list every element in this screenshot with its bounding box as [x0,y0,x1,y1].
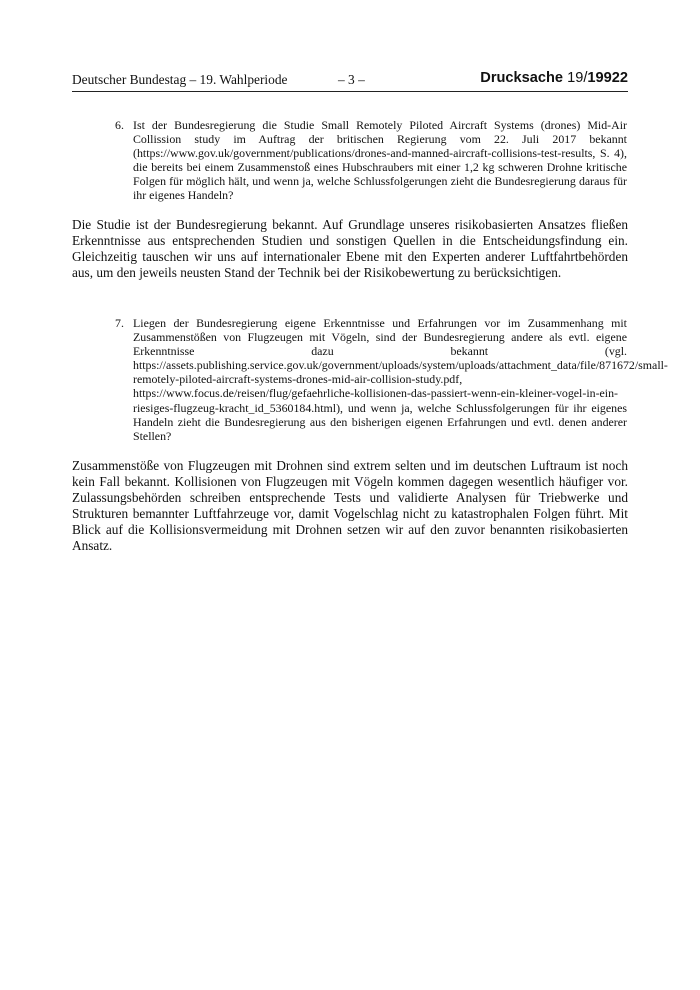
question-text: Liegen der Bundesregierung eigene Erkenntnisse und Erfahrungen vor im Zusammenhang mit Zusammenstößen von Flugzeugen mit Vögeln, sind der Bundesregierung andere als evtl. eigene Erkenntnisse dazu bekannt (vgl. https://assets.publishing.service.gov.uk/government/uploads/system/uploads/attachment_data/file/871672/small-remotely-piloted-aircraft-systems-drones-mid-air-collision-study.pdf, https://www.focus.de/reisen/flug/gefaehrliche-kollisionen-das-passiert-wenn-ein-kleiner-vogel-in-ein-riesiges-flugzeug-kracht_id_5360184.html), und wenn ja, welche Schlussfolgerungen für ihr eigenes Handeln zieht die Bundesregierung aus den bisherigen eigenen Erfahrungen und evtl. denen anderer Stellen? [133,316,668,443]
question-number: 7. [115,316,124,330]
question-7 [115,316,668,443]
parliament-period: Deutscher Bundestag – 19. Wahlperiode [72,72,288,87]
question-6 [115,118,627,203]
page-number: – 3 – [338,72,365,87]
question-number: 6. [115,118,124,132]
document-number [480,70,628,86]
document-number-main: 19922 [587,70,628,86]
document-label: Drucksache [480,70,564,86]
question-text: Ist der Bundesregierung die Studie Small Remotely Piloted Aircraft Systems (drones) Mid-Air Collission study im Auftrag der britischen Regierung vom 22. Juli 2017 bekannt (https://www.gov.uk/government/publications/drones-and-manned-aircraft-collisions-test-results, S. 4), die bereits bei einem Zusammenstoß eines Hubschraubers mit einer 1,2 kg schweren Drohne kritische Folgen für möglich hält, und wenn ja, welche Schlussfolgerungen zieht die Bundesregierung daraus für ihr eigenes Handeln? [133,118,627,203]
document-number-prefix: 19/ [567,70,588,86]
answer-6: Die Studie ist der Bundesregierung bekannt. Auf Grundlage unseres risikobasierten Ansatzes fließen Erkenntnisse aus entsprechenden Studien und sonstigen Quellen in die Entscheidungsfindung ein. Gleichzeitig tauschen wir uns auf internationaler Ebene mit den Experten anderer Luftfahrtbehörden aus, um den jeweils neusten Stand der Technik bei der Risikobewertung zu berücksichtigen. [72,217,628,281]
answer-7: Zusammenstöße von Flugzeugen mit Drohnen sind extrem selten und im deutschen Luftraum ist noch kein Fall bekannt. Kollisionen von Flugzeugen mit Vögeln kommen dagegen wesentlich häufiger vor. Zulassungsbehörden schreiben entsprechende Tests und validierte Analysen für Triebwerke und Strukturen bemannter Luftfahrzeuge vor, damit Vogelschlag nicht zu katastrophalen Folgen führt. Mit Blick auf die Kollisionsvermeidung mit Drohnen setzen wir auf den zuvor benannten risikobasierten Ansatz. [72,458,628,554]
page-header [72,71,628,92]
